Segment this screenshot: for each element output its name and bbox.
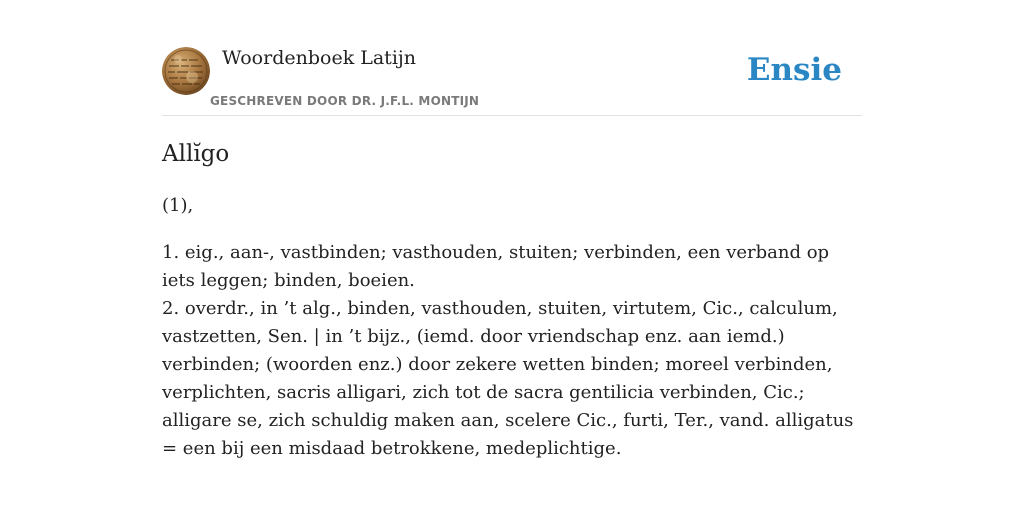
definition-item: 1. eig., aan-, vastbinden; vasthouden, stuiten; verbinden, een verband op iets leggen; binden, boeien. bbox=[162, 242, 830, 291]
definition-item: 2. overdr., in ’t alg., binden, vasthouden, stuiten, virtutem, Cic., calculum, vastzetten, Sen. | in ’t bijz., (iemd. door vriendschap enz. aan iemd.) verbinden; (woorden enz.) door zekere wetten binden; moreel verbinden, verplichten, sacris alligari, zich tot de sacra gentilicia verbinden, Cic.; alligare se, zich schuldig maken aan, scelere Cic., furti, Ter., vand. alligatus = een bij een misdaad betrokkene, medeplichtige. bbox=[162, 298, 854, 459]
header bbox=[162, 0, 862, 116]
coin-seal-icon[interactable] bbox=[162, 47, 210, 95]
book-title[interactable]: Woordenboek Latijn bbox=[222, 47, 417, 69]
entry-definition bbox=[162, 239, 862, 463]
page bbox=[162, 0, 862, 512]
author-line: GESCHREVEN DOOR DR. J.F.L. MONTIJN bbox=[210, 94, 480, 108]
entry-paren: (1), bbox=[162, 195, 194, 216]
brand-logo[interactable]: Ensie bbox=[746, 52, 842, 88]
entry-term: Allĭgo bbox=[162, 141, 230, 167]
